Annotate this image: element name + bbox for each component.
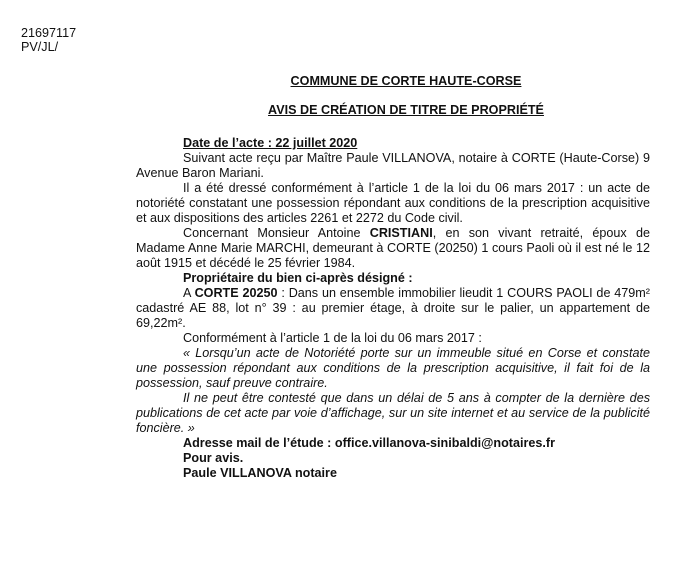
paragraph-property [136,286,650,331]
reference-initials: PV/JL/ [21,40,59,54]
quote-paragraph-2: Il ne peut être contesté que dans un délai de 5 ans à compter de la dernière des publications de cet acte par voie d’affichage, sur un site internet et au service de la publicité foncière. » [136,391,650,435]
notice-title: AVIS DE CRÉATION DE TITRE DE PROPRIÉTÉ [268,103,544,117]
property-location: CORTE 20250 [194,286,278,300]
concerning-prefix: Concernant Monsieur Antoine [183,226,370,240]
reference-number: 21697117 [21,26,77,40]
deed-date: Date de l’acte : 22 juillet 2020 [183,136,358,150]
quote-paragraph-1: « Lorsqu’un acte de Notoriété porte sur un immeuble situé en Corse et constate une possession répondant aux conditions de la prescription acquisitive, il fait foi de la possession, sauf preuve contraire. [136,346,650,390]
commune-title: COMMUNE DE CORTE HAUTE-CORSE [290,74,522,88]
owner-surname: CRISTIANI [369,226,433,240]
signature: Paule VILLANOVA notaire [183,466,337,480]
property-prefix: A [183,286,195,300]
paragraph-law: Il a été dressé conformément à l’article 1 de la loi du 06 mars 2017 : un acte de notoriété constatant une possession répondant aux conditions de la prescription acquisitive et aux dispositions des articles 2261 et 2272 du Code civil. [136,181,650,225]
property-suffix: : Dans un ensemble immobilier lieudit 1 COURS PAOLI de 479m² cadastré AE 88, lot n° 39 : au premier étage, à droite sur le palier, un appartement de 69,22m². [136,286,650,330]
closing-line: Pour avis. [183,451,244,465]
notice-body [136,136,650,481]
owner-heading: Propriétaire du bien ci-après désigné : [183,271,413,285]
paragraph-concerning [136,226,650,271]
paragraph-notary: Suivant acte reçu par Maître Paule VILLANOVA, notaire à CORTE (Haute-Corse) 9 Avenue Baron Mariani. [136,151,650,180]
conformity-line: Conformément à l’article 1 de la loi du 06 mars 2017 : [183,331,482,345]
document-reference [21,26,76,54]
concerning-suffix: , en son vivant retraité, époux de Madame Anne Marie MARCHI, demeurant à CORTE (20250) 1 cours Paoli où il est né le 12 août 1915 et décédé le 25 février 1984. [136,226,650,270]
office-email-line: Adresse mail de l’étude : office.villanova-sinibaldi@notaires.fr [183,436,556,450]
